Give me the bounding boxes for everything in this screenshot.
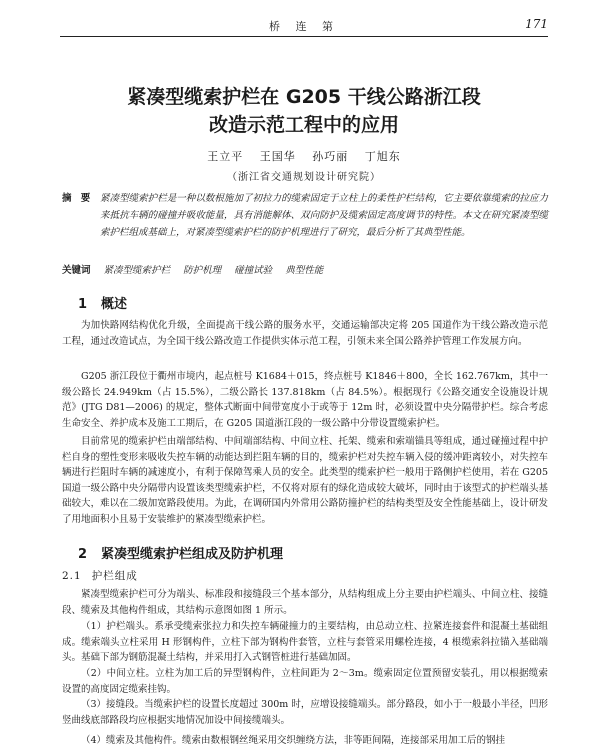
keywords-label: 关键词 xyxy=(62,265,91,276)
section-heading-1 xyxy=(78,293,127,312)
paragraph: （1）护栏端头。系承受缆索张拉力和失控车辆碰撞力的主要结构，由总动立柱、拉紧连接套件和混凝土基础组成。缆索端头立柱采用 H 形钢构件，立柱下部为钢构件套管，立柱与套管采用螺栓连接，4 根缆索斜拉锚入基础端头。基础下部为钢筋混凝土结构，并采用打入式钢管桩进行基础加固。 xyxy=(62,621,548,663)
page-number: 171 xyxy=(525,17,548,31)
abstract-text: 紧凑型缆索护栏是一种以数根施加了初拉力的缆索固定于立柱上的柔性护栏结构，它主要依靠缆索的拉应力来抵抗车辆的碰撞并吸收能量，具有消能解体、双向防护及缆索固定高度调节的特性。本文在研究紧凑型缆索护栏组成基础上，对紧凑型缆索护栏的防护机理进行了研究，最后分析了其典型性能。 xyxy=(100,193,548,238)
author: 王立平 xyxy=(207,150,244,163)
running-header xyxy=(60,18,548,37)
subsection-heading xyxy=(62,568,138,583)
paper-title-line-1: 紧凑型缆索护栏在 G205 干线公路浙江段 xyxy=(127,86,481,108)
paragraph: （2）中间立柱。立柱为加工后的异型钢构件，立柱间距为 2～3m。缆索固定位置预留安装孔，用以根据缆索设置的高度固定缆索挂钩。 xyxy=(62,668,548,695)
abstract xyxy=(62,190,548,241)
keywords xyxy=(62,262,548,279)
paragraph: G205 浙江段位于衢州市境内，起点桩号 K1684＋015，终点桩号 K1846＋800，全长 162.767km，其中一级公路长 24.949km（占 15.5%），二级公路长 137.818km（占 84.5%）。根据现行《公路交通安全设施设计规范》(JTG D81—2006) 的规定，整体式断面中间带宽度小于或等于 12m 时，必须设置中央分隔带护栏。综合考虑生命安全、养护成本及施工工期后，在 G205 国道浙江段的一级公路中分带设置缆索护栏。 xyxy=(62,371,548,429)
abstract-label: 摘 要 xyxy=(62,193,94,204)
affiliation: （浙江省交通规划设计研究院） xyxy=(227,172,381,183)
keyword: 紧凑型缆索护栏 xyxy=(103,265,171,276)
subsection-title: 护栏组成 xyxy=(91,570,138,582)
paper-title-line-2: 改造示范工程中的应用 xyxy=(208,114,399,136)
paragraph: （3）接缝段。当缆索护栏的设置长度超过 300m 时，应增设接缝端头。部分路段，如小于一般最小半径，凹形竖曲线底部路段均应根据实地情况加设中间接缆端头。 xyxy=(62,699,548,726)
section-title: 紧凑型缆索护栏组成及防护机理 xyxy=(101,547,284,562)
section-number: 2 xyxy=(78,547,88,562)
keyword: 典型性能 xyxy=(285,265,324,276)
author: 丁旭东 xyxy=(364,150,401,163)
paragraph: 紧凑型缆索护栏可分为端头、标准段和接缝段三个基本部分，从结构组成上分主要由护栏端头、中间立柱、接缝段、缆索及其他构件组成，其结构示意图如图 1 所示。 xyxy=(62,589,548,616)
author: 孙巧丽 xyxy=(312,150,349,163)
section-title: 概述 xyxy=(101,297,128,312)
paragraph: 为加快路网结构优化升级，全面提高干线公路的服务水平，交通运输部决定将 205 国道作为干线公路改造示范工程，通过改造试点，为全国干线公路改造工作提供实体示范工程，引领未来全国公路养护管理工作发展方向。 xyxy=(62,320,548,347)
keyword: 碰撞试验 xyxy=(234,265,273,276)
subsection-number: 2.1 xyxy=(62,570,82,582)
author-list xyxy=(60,148,548,164)
journal-name: 桥 连 第 xyxy=(269,20,339,33)
section-heading-2 xyxy=(78,543,283,562)
section-number: 1 xyxy=(78,297,88,312)
author: 王国华 xyxy=(259,150,296,163)
paragraph: 目前常见的缆索护栏由端部结构、中间端部结构、中间立柱、托架、缆索和索端锚具等组成，通过碰撞过程中护栏自身的塑性变形来吸收失控车辆的动能达到拦阻车辆的目的，缆索护栏对失控车辆入侵的缓冲距离较小，对失控车辆进行拦阻时车辆的减速度小，有利于保障驾乘人员的安全。此类型的缆索护栏一般用于路侧护栏使用，若在 G205 国道一级公路中央分隔带内设置该类型缆索护栏，不仅将对原有的绿化造成较大破坏，同时由于该型式的护栏端头基础较大，难以在二级加宽路段使用。为此，在调研国内外常用公路防撞护栏的结构类型及安全性能基础上，设计研发了用地面积小且易于安装维护的紧凑型缆索护栏。 xyxy=(62,436,548,525)
keyword: 防护机理 xyxy=(183,265,222,276)
paragraph: （4）缆索及其他构件。缆索由数根钢丝绳采用交织缠绕方法，非等距间隔，连接部采用加工后的钢挂 xyxy=(81,735,506,746)
